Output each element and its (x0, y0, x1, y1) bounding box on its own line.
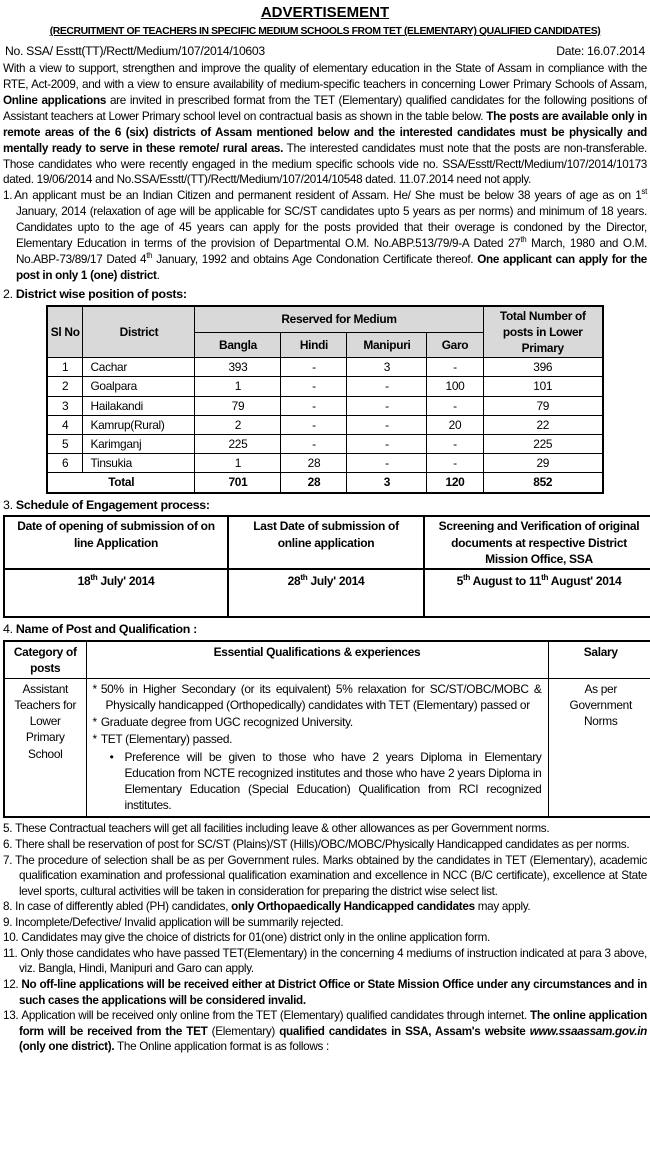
section-title: District wise position of posts: (15, 286, 187, 301)
asterisk-marker: * (92, 715, 97, 730)
col-header-total-posts: Total Number of posts in Lower Primary (483, 306, 603, 358)
col-header-opening-date: Date of opening of submission of on line Application (4, 516, 228, 569)
total-cell: 29 (483, 454, 603, 473)
garo-cell: 20 (427, 415, 483, 434)
reference-line (5, 43, 645, 60)
district-cell: Hailakandi (83, 396, 195, 415)
item-text: These Contractual teachers will get all facilities including leave & other allowances as per Government norms. (15, 822, 550, 836)
list-item-10 (3, 930, 647, 946)
schedule-values-row (4, 569, 650, 616)
total-label-cell: Total (47, 473, 195, 493)
section-heading-schedule (3, 497, 647, 514)
page-title: ADVERTISEMENT (260, 4, 390, 21)
hindi-cell: 28 (281, 454, 347, 473)
table-row-tinsukia (47, 454, 603, 473)
manipuri-cell: - (347, 415, 427, 434)
bangla-cell: 2 (195, 415, 281, 434)
bangla-cell: 1 (195, 377, 281, 396)
list-item-13 (3, 1008, 647, 1055)
item-text: Incomplete/Defective/ Invalid application will be summarily rejected. (15, 915, 344, 929)
garo-total-cell: 120 (427, 473, 483, 493)
grand-total-cell: 852 (483, 473, 603, 493)
item-number: 10. (3, 931, 19, 945)
qualifications-cell (86, 678, 548, 817)
item-number: 11. (3, 946, 18, 960)
qualification-text: Preference will be given to those who have 2 years Diploma in Elementary Education from NCTE recognized institutes and those who have 2 years Diploma in Elementary Education (Special Education) Qualification from RCI recognized institutes. (124, 749, 542, 813)
sl-cell: 2 (47, 377, 83, 396)
numbered-list (3, 821, 647, 1054)
sl-cell: 3 (47, 396, 83, 415)
table-row-cachar (47, 358, 603, 377)
item-number: 9. (3, 915, 13, 929)
sl-cell: 6 (47, 454, 83, 473)
category-cell: Assistant Teachers for Lower Primary School (4, 678, 86, 817)
item-text: Candidates may give the choice of districts for 01(one) district only in the online application form. (21, 931, 490, 945)
total-cell: 101 (483, 377, 603, 396)
screening-date-cell: 5th August to 11th August' 2014 (424, 569, 650, 616)
col-header-reserved-medium: Reserved for Medium (195, 306, 483, 332)
district-cell: Goalpara (83, 377, 195, 396)
total-cell: 396 (483, 358, 603, 377)
col-header-hindi: Hindi (281, 332, 347, 358)
hindi-cell: - (281, 415, 347, 434)
qualification-table (3, 640, 650, 819)
district-cell: Cachar (83, 358, 195, 377)
hindi-cell: - (281, 377, 347, 396)
item-number: 1. (3, 189, 13, 203)
section-number: 4. (3, 621, 13, 636)
list-item-12 (3, 977, 647, 1008)
hindi-cell: - (281, 434, 347, 453)
total-cell: 225 (483, 434, 603, 453)
item-number: 12. (3, 978, 19, 992)
salary-cell: As per Government Norms (548, 678, 650, 817)
bangla-cell: 79 (195, 396, 281, 415)
district-cell: Tinsukia (83, 454, 195, 473)
asterisk-marker: * (92, 681, 97, 696)
col-header-sl-no: Sl No (47, 306, 83, 358)
col-header-manipuri: Manipuri (347, 332, 427, 358)
intro-paragraph: With a view to support, strengthen and improve the quality of elementary education in the State of Assam in compliance with the RTE, Act-2009, and with a view to ensure availability of medium-specific teachers in concerning Lower Primary Schools of Assam, Online applications are invited in prescribed format from the TET (Elementary) qualified candidates for the following positions of Assistant teachers at Lower Primary school level on contractual basis as shown in the table below. The posts are available only in remote areas of the 6 (six) districts of Assam mentioned below and the interested candidates must be physically and mentally ready to serve in these remote/ rural areas. The interested candidates must note that the posts are non-transferable. Those candidates who were recently engaged in the medium specific schools vide no. SSA/Esstt/Rectt/Medium/107/2014/10173 dated. 19/06/2014 and No.SSA/Esstt/(TT)/Rectt/Medium/107/2014/10548 dated. 11.07.2014 need not apply. (3, 62, 647, 187)
item-text: Only those candidates who have passed TET(Elementary) in the concerning 4 mediums of instruction indicated at para 3 above, viz. Bangla, Hindi, Manipuri and Garo can apply. (19, 946, 647, 976)
section-title: Name of Post and Qualification : (15, 621, 197, 636)
asterisk-marker: * (92, 732, 97, 747)
total-cell: 79 (483, 396, 603, 415)
section-title: Schedule of Engagement process: (15, 497, 210, 512)
bangla-cell: 1 (195, 454, 281, 473)
table-row-goalpara (47, 377, 603, 396)
district-cell: Karimganj (83, 434, 195, 453)
sl-cell: 4 (47, 415, 83, 434)
qualification-line (93, 731, 542, 747)
col-header-category: Category of posts (4, 641, 86, 679)
item-text: In case of differently abled (PH) candidates, only Orthopaedically Handicapped candidates may apply. (15, 900, 531, 914)
table-row-karimganj (47, 434, 603, 453)
list-item-9 (3, 915, 647, 931)
table-row-hailakandi (47, 396, 603, 415)
last-date-cell: 28th July' 2014 (228, 569, 424, 616)
hindi-total-cell: 28 (281, 473, 347, 493)
table-total-row (47, 473, 603, 493)
qualification-text: Graduate degree from UGC recognized University. (100, 715, 353, 730)
col-header-district: District (83, 306, 195, 358)
col-header-screening: Screening and Verification of original documents at respective District Mission Office, SSA (424, 516, 650, 569)
col-header-salary: Salary (548, 641, 650, 679)
item-number: 6. (3, 837, 13, 851)
item-number: 8. (3, 900, 13, 914)
col-header-bangla: Bangla (195, 332, 281, 358)
item-text: Application will be received only online from the TET (Elementary) qualified candidates through internet. The online application form will be received from the TET (Elementary) qualified candidates in SSA, Assam's website www.ssaassam.gov.in (only one district). The Online application format is as follows : (19, 1009, 647, 1054)
bangla-cell: 225 (195, 434, 281, 453)
qualification-text: TET (Elementary) passed. (100, 732, 233, 747)
district-cell: Kamrup(Rural) (83, 415, 195, 434)
schedule-table (3, 515, 650, 617)
district-posts-table (46, 305, 604, 494)
qualification-data-row (4, 678, 650, 817)
total-cell: 22 (483, 415, 603, 434)
list-item-8 (3, 899, 647, 915)
item-text: The procedure of selection shall be as per Government rules. Marks obtained by the candidates in TET (Elementary), academic qualification examination and professional qualification examination and excellence in NCC (B/C certificate), excellence at State level sports, cultural activities will be taken in consideration for preparing the district wise select list. (15, 853, 647, 898)
hindi-cell: - (281, 358, 347, 377)
hindi-cell: - (281, 396, 347, 415)
item-text: An applicant must be an Indian Citizen and permanent resident of Assam. He/ She must be below 38 years of age as on 1st January, 2014 (relaxation of age will be applicable for SC/ST candidates upto 5 years as per norms) and minimum of 18 years. Candidates upto to the age of 45 years can apply for the posts provided that their overage is condoned by the Director, Elementary Education in terms of the provision of Departmental O.M. No.ABP.513/79/9-A Dated 27th March, 1980 and O.M. No.ABP-73/89/17 Dated 4th January, 1992 and obtains Age Condonation Certificate thereof. One applicant can apply for the post in only 1 (one) district. (14, 187, 647, 282)
table-header-row (47, 306, 603, 332)
section-number: 3. (3, 497, 13, 512)
manipuri-cell: - (347, 396, 427, 415)
col-header-garo: Garo (427, 332, 483, 358)
section-heading-qualification (3, 621, 647, 638)
section-heading-districts (3, 286, 647, 303)
item-text: There shall be reservation of post for SC/ST (Plains)/ST (Hills)/OBC/MOBC/Physically Handicapped candidates as per norms. (15, 837, 630, 851)
col-header-qualifications: Essential Qualifications & experiences (86, 641, 548, 679)
qualification-line (93, 681, 542, 713)
manipuri-total-cell: 3 (347, 473, 427, 493)
manipuri-cell: - (347, 434, 427, 453)
garo-cell: - (427, 396, 483, 415)
garo-cell: - (427, 434, 483, 453)
item-number: 13. (3, 1009, 19, 1023)
document-date: Date: 16.07.2014 (556, 43, 645, 58)
table-row-kamrup (47, 415, 603, 434)
section-number: 2. (3, 286, 13, 301)
garo-cell: - (427, 358, 483, 377)
bangla-total-cell: 701 (195, 473, 281, 493)
opening-date-cell: 18th July' 2014 (4, 569, 228, 616)
item-text: No off-line applications will be received either at District Office or State Mission Office under any circumstances and in such cases the applications will be considered invalid. (19, 978, 647, 1007)
item-number: 5. (3, 822, 13, 836)
list-item-1 (3, 188, 647, 283)
item-number: 7. (3, 853, 13, 867)
list-item-11 (3, 946, 647, 977)
qualification-text: 50% in Higher Secondary (or its equivalent) 5% relaxation for SC/ST/OBC/MOBC & Physically handicapped (Orthopedically) candidates with TET (Elementary) passed or (100, 681, 542, 713)
list-item-6 (3, 837, 647, 853)
manipuri-cell: 3 (347, 358, 427, 377)
reference-number: No. SSA/ Esstt(TT)/Rectt/Medium/107/2014/10603 (5, 43, 265, 58)
list-item-7 (3, 853, 647, 900)
col-header-last-date: Last Date of submission of online application (228, 516, 424, 569)
sl-cell: 5 (47, 434, 83, 453)
bullet-marker: • (109, 749, 114, 764)
district-table-header (47, 306, 603, 358)
manipuri-cell: - (347, 377, 427, 396)
page-subtitle: (RECRUITMENT OF TEACHERS IN SPECIFIC MEDIUM SCHOOLS FROM TET (ELEMENTARY) QUALIFIED CANDIDATES) (49, 26, 601, 38)
schedule-header-row (4, 516, 650, 569)
qualification-bullet-line (99, 749, 542, 814)
list-item-5 (3, 821, 647, 837)
qualification-line (93, 714, 542, 730)
sl-cell: 1 (47, 358, 83, 377)
qualification-header-row (4, 641, 650, 679)
garo-cell: - (427, 454, 483, 473)
manipuri-cell: - (347, 454, 427, 473)
garo-cell: 100 (427, 377, 483, 396)
bangla-cell: 393 (195, 358, 281, 377)
